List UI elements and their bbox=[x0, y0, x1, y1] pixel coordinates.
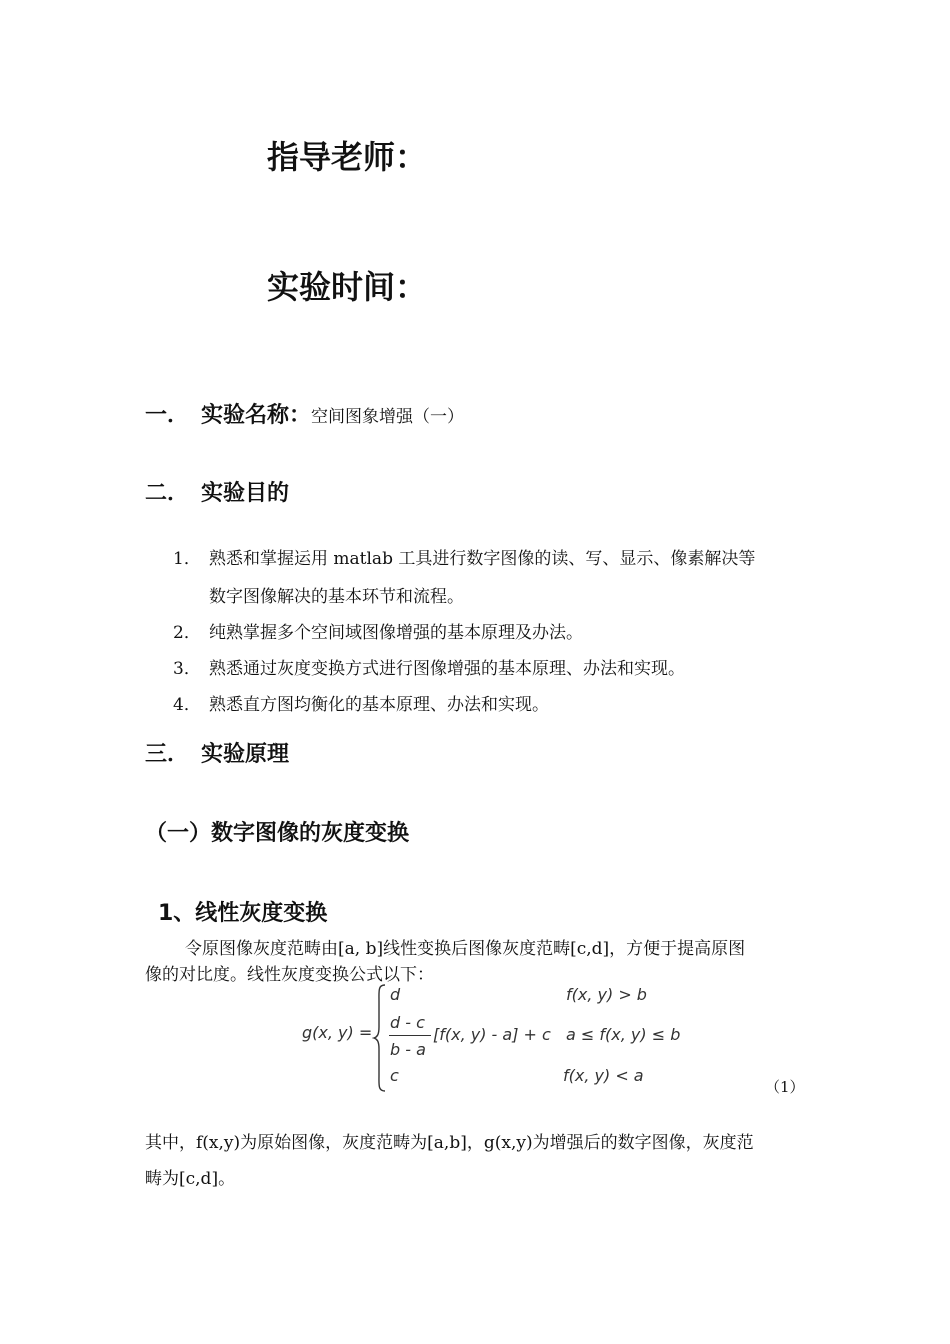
case-1-condition: f(x, y) > b bbox=[566, 985, 647, 1004]
paragraph-line: 畴为[c,d]。 bbox=[145, 1169, 236, 1189]
experiment-name-value: 空间图象增强（一） bbox=[311, 407, 465, 427]
advisor-label: 指导老师： bbox=[267, 138, 428, 176]
list-item-number: 3． bbox=[173, 659, 201, 679]
section-3-title: 实验原理 bbox=[201, 742, 290, 767]
fraction-bar bbox=[389, 1035, 431, 1036]
experiment-time-label: 实验时间： bbox=[267, 268, 428, 306]
case-3-condition: f(x, y) < a bbox=[563, 1066, 644, 1085]
list-item-text: 熟悉和掌握运用 matlab 工具进行数字图像的读、写、显示、像素解决等 bbox=[209, 549, 756, 569]
section-2-number: 二． bbox=[145, 481, 190, 506]
list-item-text: 熟悉直方图均衡化的基本原理、办法和实现。 bbox=[209, 695, 549, 715]
section-1-title: 实验名称： bbox=[201, 403, 312, 428]
list-item bbox=[173, 654, 685, 679]
paragraph-line: 令原图像灰度范畴由[a, b]线性变换后图像灰度范畴[c,d]，方便于提高原图 bbox=[185, 939, 746, 959]
section-3-heading bbox=[145, 737, 289, 768]
formula-brace bbox=[372, 983, 388, 1093]
list-item-number: 1． bbox=[173, 549, 201, 569]
list-item-text: 熟悉通过灰度变换方式进行图像增强的基本原理、办法和实现。 bbox=[209, 659, 685, 679]
fraction-denominator: b - a bbox=[390, 1040, 426, 1059]
list-item-continuation: 数字图像解决的基本环节和流程。 bbox=[209, 587, 464, 607]
list-item-text: 纯熟掌握多个空间域图像增强的基本原理及办法。 bbox=[209, 623, 583, 643]
case-2-expression: [f(x, y) - a] + c bbox=[433, 1025, 551, 1044]
section-2-heading bbox=[145, 476, 289, 507]
section-2-title: 实验目的 bbox=[201, 481, 290, 506]
case-2-condition: a ≤ f(x, y) ≤ b bbox=[566, 1025, 681, 1044]
paragraph-line: 其中，f(x,y)为原始图像，灰度范畴为[a,b]，g(x,y)为增强后的数字图像，灰度范 bbox=[145, 1133, 754, 1153]
case-3-value: c bbox=[390, 1066, 399, 1085]
fraction-numerator: d - c bbox=[390, 1013, 425, 1032]
subsection-title: （一）数字图像的灰度变换 bbox=[145, 821, 410, 846]
formula-lhs: g(x, y) = bbox=[302, 1023, 373, 1042]
list-item bbox=[173, 690, 549, 715]
subsubsection-title: 1、线性灰度变换 bbox=[158, 901, 328, 926]
section-3-number: 三． bbox=[145, 742, 190, 767]
list-item bbox=[173, 544, 755, 569]
list-item-number: 2． bbox=[173, 623, 201, 643]
section-1-number: 一． bbox=[145, 403, 190, 428]
paragraph-line: 像的对比度。线性灰度变换公式以下： bbox=[145, 965, 434, 985]
list-item bbox=[173, 618, 583, 643]
formula-number: （1） bbox=[765, 1078, 805, 1096]
section-1-heading bbox=[145, 398, 464, 429]
case-1-value: d bbox=[390, 985, 401, 1004]
list-item-number: 4． bbox=[173, 695, 201, 715]
